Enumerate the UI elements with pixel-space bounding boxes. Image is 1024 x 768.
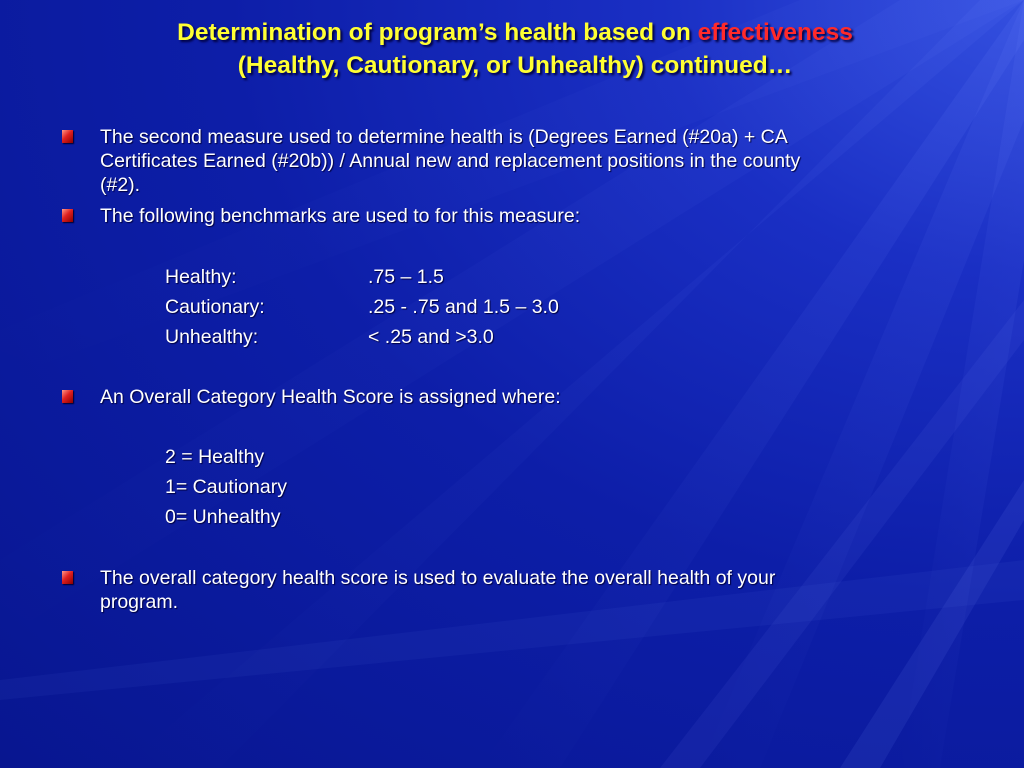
title-accent-word: effectiveness: [697, 19, 853, 46]
benchmark-label: Healthy:: [165, 266, 237, 288]
title-line-2: (Healthy, Cautionary, or Unhealthy) continued…: [237, 52, 793, 79]
score-row-unhealthy: 0= Unhealthy: [165, 506, 281, 528]
title-prefix: Determination of program’s health based on: [177, 19, 698, 46]
bullet-square-icon: [62, 209, 73, 222]
bullet-text-line: program.: [100, 591, 179, 613]
bullet-text-line: An Overall Category Health Score is assigned where:: [100, 386, 561, 408]
score-row-healthy: 2 = Healthy: [165, 446, 265, 468]
bullet-text-line: (#2).: [100, 174, 141, 196]
benchmark-label: Unhealthy:: [165, 326, 259, 348]
bullet-text-line: The following benchmarks are used to for this measure:: [100, 205, 581, 227]
bullet-text-line: The overall category health score is used to evaluate the overall health of your: [100, 567, 776, 589]
score-row-cautionary: 1= Cautionary: [165, 476, 287, 498]
benchmark-row-healthy: [165, 265, 444, 289]
bullet-square-icon: [62, 130, 73, 143]
benchmark-row-cautionary: [165, 295, 559, 319]
bullet-square-icon: [62, 571, 73, 584]
bullet-square-icon: [62, 390, 73, 403]
bullet-text-line: Certificates Earned (#20b)) / Annual new and replacement positions in the county: [100, 150, 801, 172]
benchmark-value: .75 – 1.5: [368, 266, 444, 288]
bullet-item-evaluation: [100, 566, 960, 614]
benchmark-row-unhealthy: [165, 325, 494, 349]
bullet-item-overall-score: [100, 385, 960, 409]
bullet-text-line: The second measure used to determine health is (Degrees Earned (#20a) + CA: [100, 126, 788, 148]
bullet-item-measure: [100, 125, 960, 197]
benchmark-label: Cautionary:: [165, 296, 265, 318]
benchmark-value: .25 - .75 and 1.5 – 3.0: [368, 296, 559, 318]
benchmark-value: < .25 and >3.0: [368, 326, 494, 348]
bullet-item-benchmarks: [100, 204, 960, 228]
